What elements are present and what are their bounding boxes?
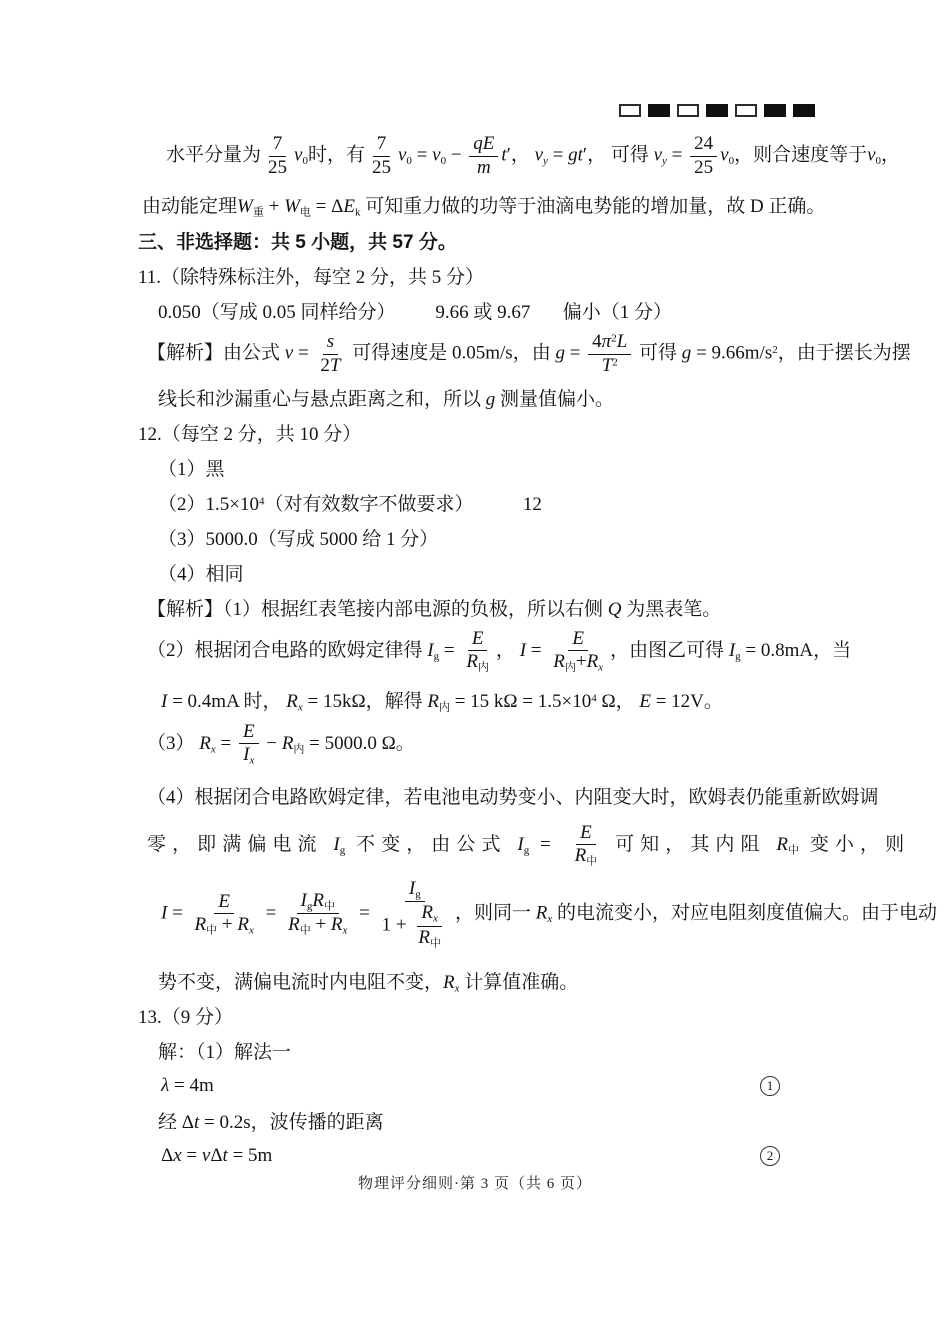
q11-analysis-line-1 bbox=[138, 328, 911, 380]
text-run: 7 bbox=[376, 133, 387, 155]
line-content bbox=[158, 297, 672, 324]
text-run: + bbox=[310, 914, 331, 936]
math-variable: R bbox=[421, 902, 434, 924]
math-variable: E bbox=[471, 627, 484, 649]
line-content bbox=[161, 1075, 214, 1097]
math-variable: Q bbox=[607, 599, 622, 620]
math-variable: E bbox=[218, 890, 231, 912]
text-run: 解：（1）解法一 bbox=[158, 1042, 292, 1063]
subscript: 0 bbox=[875, 154, 882, 167]
math-variable: m bbox=[476, 156, 491, 178]
fraction-numerator bbox=[417, 902, 442, 926]
text-run: − bbox=[446, 144, 467, 166]
text-run: + bbox=[217, 913, 238, 935]
subscript: x bbox=[248, 924, 254, 937]
subscript: x bbox=[598, 661, 604, 674]
line-content bbox=[158, 454, 225, 481]
math-variable: W bbox=[284, 196, 300, 218]
text-run: 时，有 bbox=[307, 144, 365, 166]
math-variable: π bbox=[601, 331, 612, 353]
subscript: 电 bbox=[299, 206, 311, 219]
fraction-denominator bbox=[368, 157, 395, 179]
subscript: y bbox=[543, 154, 548, 167]
text-run: Ω， bbox=[596, 691, 640, 713]
subscript: x bbox=[547, 912, 553, 925]
subscript: g bbox=[306, 900, 313, 913]
text-run: = 0.8mA，当 bbox=[740, 639, 852, 661]
subscript: k bbox=[354, 206, 361, 219]
fraction bbox=[191, 891, 258, 938]
filled-mark bbox=[706, 104, 728, 117]
text-run: 9.66 或 9.67 bbox=[435, 302, 531, 323]
text-run: 13.（9 分） bbox=[138, 1007, 234, 1028]
subscript: 内 bbox=[564, 661, 576, 674]
math-variable: W bbox=[237, 196, 253, 218]
subscript: 中 bbox=[323, 900, 335, 913]
text-run: = 5m bbox=[227, 1144, 273, 1166]
subscript: g bbox=[735, 649, 741, 662]
q13-eq-dx bbox=[138, 1138, 822, 1173]
q12-answer-4 bbox=[138, 555, 822, 590]
text-run: 不变，由公式 bbox=[345, 833, 518, 855]
fraction-denominator bbox=[191, 914, 258, 937]
subscript: 中 bbox=[299, 925, 311, 937]
text-run: − bbox=[261, 732, 282, 754]
text-run: 可知重力做的功等于油滴电势能的增加量，故 D 正确。 bbox=[360, 196, 826, 218]
subscript: 中 bbox=[206, 924, 218, 937]
fraction-numerator bbox=[568, 628, 588, 651]
text-run: 由动能定理 bbox=[142, 196, 238, 218]
text-run: = bbox=[526, 639, 547, 661]
fraction-denominator bbox=[690, 157, 717, 179]
math-variable: t bbox=[222, 1144, 228, 1166]
math-variable: R bbox=[288, 914, 300, 936]
text-run: = bbox=[260, 902, 282, 924]
subscript: x bbox=[433, 912, 438, 925]
math-variable: λ bbox=[161, 1074, 170, 1096]
superscript: 4 bbox=[258, 495, 265, 508]
line-content bbox=[158, 489, 542, 516]
fraction-numerator bbox=[576, 822, 596, 845]
line-content bbox=[147, 822, 910, 869]
text-run: = bbox=[215, 732, 236, 754]
math-variable: R bbox=[574, 844, 587, 866]
text-run: = 15 kΩ = 1.5×10 bbox=[449, 691, 592, 713]
subscript: 0 bbox=[440, 154, 447, 167]
text-run: ， bbox=[881, 144, 901, 166]
line-content bbox=[158, 559, 244, 586]
fraction-denominator bbox=[473, 157, 495, 179]
q12-header bbox=[138, 415, 822, 450]
superscript: 4 bbox=[591, 692, 597, 705]
math-variable: R bbox=[312, 890, 324, 911]
fraction bbox=[469, 133, 498, 179]
corner-marks bbox=[619, 104, 815, 117]
subscript: 中 bbox=[429, 937, 441, 950]
outline-mark bbox=[677, 104, 699, 117]
line-content bbox=[138, 262, 484, 289]
math-variable: R bbox=[553, 650, 565, 672]
math-variable: I bbox=[728, 639, 736, 661]
line-content bbox=[147, 331, 911, 377]
text-run: = bbox=[666, 144, 688, 166]
math-variable: R bbox=[776, 833, 789, 855]
math-variable: R bbox=[281, 732, 294, 754]
math-variable: t bbox=[501, 144, 507, 166]
q12-analysis-1 bbox=[138, 590, 822, 625]
math-variable: R bbox=[466, 650, 478, 672]
fraction-denominator bbox=[462, 651, 493, 674]
text-run: 线长和沙漏重心与悬点距离之和，所以 bbox=[158, 389, 486, 410]
fraction bbox=[462, 628, 493, 675]
fraction-numerator bbox=[297, 890, 339, 914]
math-variable: v bbox=[867, 144, 876, 166]
math-variable: I bbox=[333, 833, 340, 855]
text-run: 计算值准确。 bbox=[459, 971, 579, 993]
line-content bbox=[138, 419, 361, 446]
fraction-numerator bbox=[690, 133, 717, 156]
text-run: 25 bbox=[694, 156, 714, 178]
text-run: 25 bbox=[371, 156, 391, 178]
q11-header bbox=[138, 258, 822, 293]
subscript: g bbox=[523, 843, 530, 856]
subscript: x bbox=[210, 742, 216, 755]
math-variable: L bbox=[616, 331, 628, 353]
fraction-numerator bbox=[469, 133, 498, 156]
text-run: ， bbox=[495, 639, 520, 661]
text-run: 零，即满偏电流 bbox=[147, 833, 334, 855]
math-variable: R bbox=[194, 913, 207, 935]
math-variable: E bbox=[572, 627, 584, 649]
text-run: + bbox=[575, 650, 587, 672]
line-content bbox=[142, 191, 825, 220]
line-content bbox=[161, 686, 723, 715]
subscript: x bbox=[454, 982, 460, 995]
text-run: + bbox=[263, 196, 285, 218]
text-run: 24 bbox=[694, 133, 714, 155]
text-run: 12 bbox=[522, 494, 542, 515]
text-run: 变小，则 bbox=[799, 833, 911, 855]
text-run: ′， 可得 bbox=[582, 144, 654, 166]
fraction bbox=[239, 721, 259, 768]
filled-mark bbox=[648, 104, 670, 117]
fraction bbox=[571, 822, 602, 869]
line-content bbox=[161, 878, 937, 950]
math-variable: R bbox=[535, 902, 548, 924]
text-run: 12.（每空 2 分，共 10 分） bbox=[138, 424, 362, 445]
equation-number-circle: 2 bbox=[760, 1146, 780, 1166]
fraction-denominator bbox=[414, 927, 445, 950]
math-variable: E bbox=[639, 691, 651, 713]
subscript: x bbox=[297, 701, 303, 714]
text-run: = bbox=[181, 1144, 202, 1166]
fraction-numerator bbox=[239, 721, 259, 744]
fraction bbox=[414, 902, 445, 950]
text-run: 偏小（1 分） bbox=[562, 302, 672, 323]
math-variable: v bbox=[534, 144, 544, 166]
line-content bbox=[166, 133, 900, 179]
text-run: （4）根据闭合电路欧姆定律，若电池电动势变小、内阻变大时，欧姆表仍能重新欧姆调 bbox=[147, 787, 879, 808]
filled-mark bbox=[764, 104, 786, 117]
text-run: 7 bbox=[272, 133, 283, 155]
text-run: （对有效数字不做要求） bbox=[264, 494, 474, 515]
math-variable: v bbox=[284, 342, 294, 364]
subscript: 中 bbox=[788, 843, 800, 856]
subscript: 0 bbox=[302, 154, 308, 167]
superscript: 2 bbox=[612, 356, 618, 368]
math-variable: R bbox=[443, 971, 455, 993]
math-variable: R bbox=[286, 691, 298, 713]
subscript: y bbox=[662, 154, 667, 167]
text-run: 三、非选择题：共 5 小题，共 57 分。 bbox=[138, 232, 457, 253]
subscript: 内 bbox=[438, 701, 450, 714]
text-run: 测量值偏小。 bbox=[495, 389, 615, 410]
fraction-numerator bbox=[269, 133, 287, 156]
text-run: 11.（除特殊标注外，每空 2 分，共 5 分） bbox=[138, 267, 485, 288]
text-run: = bbox=[167, 902, 188, 924]
subscript: 0 bbox=[406, 154, 412, 167]
line-content bbox=[147, 782, 879, 809]
line-content bbox=[161, 1145, 272, 1167]
fraction bbox=[690, 133, 717, 179]
line-content bbox=[138, 227, 457, 254]
subscript: g bbox=[339, 843, 346, 856]
fraction-numerator bbox=[214, 891, 234, 914]
fraction bbox=[368, 133, 395, 179]
text-run: = Δ bbox=[310, 196, 344, 218]
fraction bbox=[284, 890, 351, 938]
text-run: = 0.4mA 时， bbox=[167, 691, 287, 713]
text-run: 势不变，满偏电流时内电阻不变， bbox=[158, 971, 444, 993]
math-variable: t bbox=[193, 1112, 200, 1133]
text-run: = bbox=[564, 342, 586, 364]
math-variable: I bbox=[408, 877, 416, 899]
math-variable: g bbox=[555, 342, 565, 364]
fraction-denominator bbox=[284, 914, 351, 937]
text-run: ，由于摆长为摆 bbox=[777, 342, 911, 364]
math-variable: E bbox=[343, 196, 355, 218]
q11-answers bbox=[138, 293, 822, 328]
text-run: 水平分量为 bbox=[166, 144, 262, 166]
math-variable: R bbox=[427, 691, 439, 713]
text-run: 可得速度是 0.05m/s，由 bbox=[347, 342, 556, 364]
math-variable: I bbox=[517, 833, 524, 855]
text-run: 4 bbox=[592, 331, 602, 353]
equation-number-circle: 1 bbox=[760, 1076, 780, 1096]
text-run: = bbox=[354, 902, 375, 924]
subscript: x bbox=[249, 754, 255, 767]
fraction-numerator bbox=[588, 331, 631, 354]
fraction bbox=[549, 628, 607, 675]
text-run: 2 bbox=[320, 354, 330, 376]
q13-solution-intro bbox=[138, 1033, 822, 1068]
fraction bbox=[378, 878, 452, 950]
math-variable: E bbox=[242, 720, 255, 742]
math-variable: v bbox=[720, 144, 729, 166]
text-run: （1）黑 bbox=[158, 459, 225, 480]
text-run: 0.050（写成 0.05 同样给分） bbox=[158, 302, 396, 323]
math-variable: I bbox=[519, 639, 527, 661]
subscript: 重 bbox=[252, 206, 264, 219]
text-run: ，则同一 bbox=[454, 902, 536, 924]
subscript: x bbox=[342, 925, 348, 937]
fraction bbox=[316, 331, 344, 377]
superscript: 2 bbox=[611, 332, 617, 345]
text-run: = 12V。 bbox=[650, 691, 723, 713]
text-run: Δ bbox=[210, 1144, 223, 1166]
text-run: = bbox=[439, 639, 460, 661]
math-variable: R bbox=[586, 650, 599, 672]
text-run: （2）根据闭合电路的欧姆定律得 bbox=[147, 639, 428, 661]
q13-eq-lambda bbox=[138, 1068, 822, 1103]
q12-analysis-2a bbox=[138, 625, 852, 677]
text-run: （2）1.5×10 bbox=[158, 494, 259, 515]
subscript: g bbox=[415, 888, 421, 901]
text-run: 25 bbox=[268, 156, 288, 178]
q12-answer-3 bbox=[138, 520, 822, 555]
math-variable: gt bbox=[568, 144, 583, 166]
analysis-continuation-2 bbox=[138, 188, 826, 223]
text-run: = bbox=[411, 144, 433, 166]
text-run: = bbox=[547, 144, 569, 166]
fraction-denominator bbox=[598, 355, 622, 377]
subscript: 中 bbox=[586, 855, 598, 868]
text-run: 可得 bbox=[634, 342, 682, 364]
fraction-denominator bbox=[239, 744, 258, 767]
q11-analysis-line-2 bbox=[138, 380, 822, 415]
line-content bbox=[158, 967, 578, 995]
section-3-heading bbox=[138, 223, 822, 258]
fraction-denominator bbox=[378, 902, 452, 950]
text-run: Δ bbox=[161, 1144, 174, 1166]
q12-answer-1 bbox=[138, 450, 822, 485]
q12-analysis-2b bbox=[138, 683, 822, 718]
math-variable: T bbox=[329, 354, 341, 376]
q13-text-dt bbox=[138, 1103, 822, 1138]
fraction-numerator bbox=[323, 331, 338, 354]
text-run: = bbox=[529, 833, 568, 855]
text-run: ，由图乙可得 bbox=[610, 639, 729, 661]
math-variable: g bbox=[681, 342, 692, 364]
math-variable: R bbox=[330, 914, 343, 936]
fraction-denominator bbox=[316, 355, 344, 377]
line-content bbox=[158, 1107, 384, 1134]
line-content bbox=[147, 721, 415, 768]
math-variable: qE bbox=[473, 133, 495, 155]
text-run: （4）相同 bbox=[158, 564, 244, 585]
text-run: ′， bbox=[506, 144, 535, 166]
subscript: 0 bbox=[728, 154, 735, 167]
outline-mark bbox=[735, 104, 757, 117]
text-run: 【解析】（1）根据红表笔接内部电源的负极，所以右侧 bbox=[147, 599, 608, 620]
q12-analysis-4c bbox=[138, 963, 822, 998]
subscript: g bbox=[433, 649, 440, 662]
math-variable: T bbox=[601, 354, 613, 376]
text-run: 经 Δ bbox=[158, 1112, 194, 1133]
text-run: 的电流变小，对应电阻刻度值偏大。由于电动 bbox=[552, 902, 937, 924]
math-variable: I bbox=[300, 890, 307, 911]
math-variable: s bbox=[326, 331, 335, 353]
math-variable: v bbox=[397, 144, 407, 166]
q12-analysis-3 bbox=[138, 718, 822, 770]
line-content bbox=[138, 1002, 233, 1029]
fraction-numerator bbox=[468, 628, 488, 651]
math-variable: v bbox=[294, 144, 303, 166]
fraction bbox=[264, 133, 291, 179]
math-variable: R bbox=[199, 732, 211, 754]
line-content bbox=[147, 628, 851, 675]
math-variable: v bbox=[432, 144, 441, 166]
math-variable: E bbox=[580, 821, 592, 843]
subscript: 内 bbox=[293, 742, 305, 755]
document-body bbox=[138, 130, 937, 1173]
subscript: 内 bbox=[477, 661, 489, 674]
math-variable: v bbox=[201, 1144, 211, 1166]
math-variable: v bbox=[653, 144, 663, 166]
line-content bbox=[158, 1037, 291, 1064]
q12-analysis-4b bbox=[138, 819, 911, 871]
text-run: = 15kΩ，解得 bbox=[302, 691, 428, 713]
text-run: = 5000.0 Ω。 bbox=[304, 732, 415, 754]
q12-answer-2 bbox=[138, 485, 822, 520]
fraction-denominator bbox=[264, 157, 291, 179]
text-run: （3） bbox=[147, 732, 200, 754]
text-run: = 9.66m/s bbox=[691, 342, 773, 364]
text-run: 1 + bbox=[381, 914, 412, 936]
line-content bbox=[158, 384, 614, 411]
math-variable: R bbox=[418, 926, 430, 948]
math-variable: R bbox=[237, 913, 249, 935]
text-run: （3）5000.0（写成 5000 给 1 分） bbox=[158, 529, 439, 550]
line-content bbox=[158, 524, 438, 551]
fraction-denominator bbox=[571, 845, 602, 868]
math-variable: I bbox=[243, 743, 250, 765]
page-footer: 物理评分细则·第 3 页（共 6 页） bbox=[358, 1176, 592, 1192]
text-run: = 4m bbox=[169, 1074, 214, 1096]
fraction-numerator bbox=[373, 133, 391, 156]
text-run: = bbox=[293, 342, 314, 364]
filled-mark bbox=[793, 104, 815, 117]
line-content bbox=[147, 594, 721, 621]
math-variable: x bbox=[173, 1144, 182, 1166]
math-variable: I bbox=[161, 691, 168, 713]
text-run: ，则合速度等于 bbox=[734, 144, 868, 166]
q12-analysis-4a bbox=[138, 778, 879, 813]
text-run: = 0.2s，波传播的距离 bbox=[199, 1112, 384, 1133]
text-run: 【解析】由公式 bbox=[147, 342, 285, 364]
fraction-denominator bbox=[549, 651, 607, 674]
math-variable: I bbox=[161, 902, 168, 924]
text-run: 为黑表笔。 bbox=[621, 599, 722, 620]
q12-analysis-4-formula bbox=[138, 871, 937, 957]
analysis-continuation-1 bbox=[138, 130, 901, 182]
fraction-numerator bbox=[405, 878, 425, 902]
superscript: 2 bbox=[772, 343, 778, 356]
math-variable: g bbox=[485, 389, 496, 410]
outline-mark bbox=[619, 104, 641, 117]
math-variable: I bbox=[427, 639, 434, 661]
fraction bbox=[588, 331, 631, 377]
text-run: 可知，其内阻 bbox=[604, 833, 777, 855]
q13-header bbox=[138, 998, 822, 1033]
